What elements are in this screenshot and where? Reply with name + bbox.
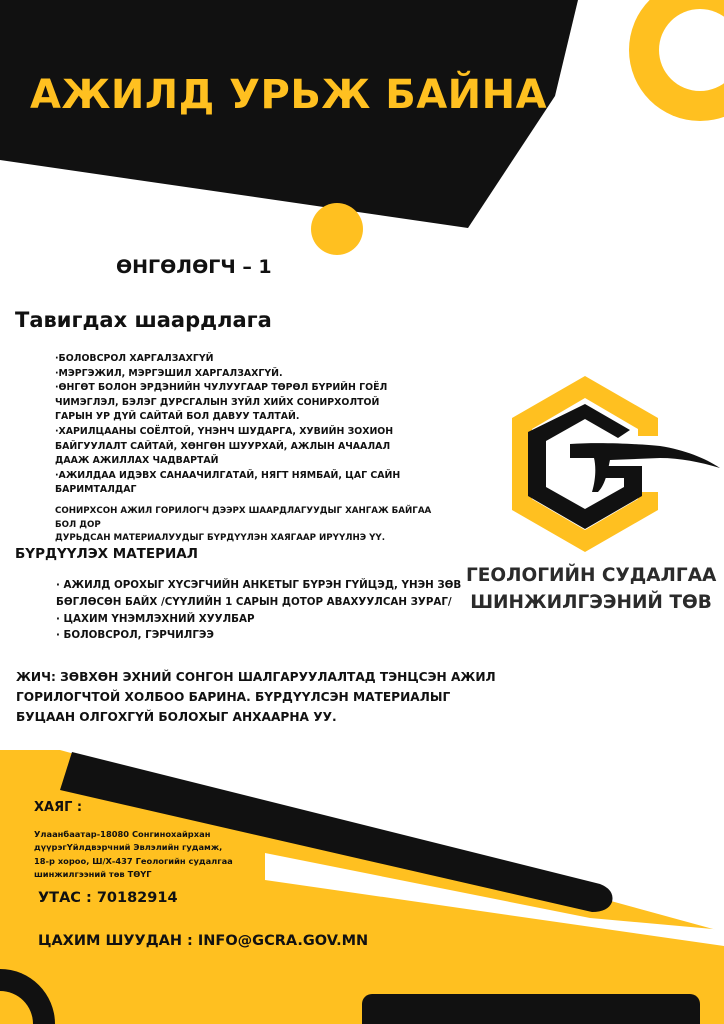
- materials-list: [56, 577, 462, 644]
- material-line: БӨГЛӨСӨН БАЙХ /СҮҮЛИЙН 1 САРЫН ДОТОР АВАХУУЛСАН ЗУРАГ/: [56, 595, 452, 608]
- requirement-line: БАРИМТАЛДАГ: [55, 484, 137, 496]
- requirements-note: [55, 505, 445, 546]
- materials-heading: БҮРДҮҮЛЭХ МАТЕРИАЛ: [15, 546, 198, 562]
- address-line: дүүрэгҮйлдвэрчний Эвлэлийн гудамж,: [34, 842, 223, 853]
- requirement-line: БАЙГУУЛАЛТ САЙТАЙ, ХӨНГӨН ШУУРХАЙ, АЖЛЫН АЧААЛАЛ: [55, 440, 391, 452]
- address-line: шинжилгээний төв ТӨҮГ: [34, 868, 152, 879]
- material-line: · БОЛОВСРОЛ, ГЭРЧИЛГЭЭ: [56, 629, 214, 642]
- material-line: · ЦАХИМ ҮНЭМЛЭХНИЙ ХУУЛБАР: [56, 612, 255, 625]
- requirement-line: ·БОЛОВСРОЛ ХАРГАЛЗАХГҮЙ: [55, 353, 214, 364]
- notice-line: БУЦААН ОЛГОХГҮЙ БОЛОХЫГ АНХААРНА УУ.: [16, 710, 337, 724]
- address-line: 18-р хороо, Ш/Х-437 Геологийн судалгаа: [34, 855, 233, 866]
- requirement-line: ·ӨНГӨТ БОЛОН ЭРДЭНИЙН ЧУЛУУГААР ТӨРӨЛ БҮРИЙН ГОЁЛ: [55, 382, 388, 394]
- requirements-list: [55, 352, 400, 498]
- address-heading: ХАЯГ :: [34, 800, 83, 815]
- requirements-note-line: СОНИРХСОН АЖИЛ ГОРИЛОГЧ ДЭЭРХ ШААРДЛАГУУДЫГ ХАНГАЖ БАЙГАА БОЛ ДОР: [55, 506, 432, 530]
- email-address: ЦАХИМ ШУУДАН : INFO@GCRA.GOV.MN: [38, 933, 369, 949]
- bottom-black-block: [362, 994, 700, 1024]
- notice-line: ГОРИЛОГЧТОЙ ХОЛБОО БАРИНА. БҮРДҮҮЛСЭН МАТЕРИАЛЫГ: [16, 690, 451, 704]
- g-hexagon-hammer-logo-icon: [510, 374, 724, 554]
- requirement-line: ·ХАРИЛЦААНЫ СОЁЛТОЙ, ҮНЭНЧ ШУДАРГА, ХУВИЙН ЗОХИОН: [55, 425, 394, 437]
- requirement-line: ГАРЫН УР ДҮЙ САЙТАЙ БОЛ ДАВУУ ТАЛТАЙ.: [55, 411, 300, 423]
- requirement-line: ДААЖ АЖИЛЛАХ ЧАДВАРТАЙ: [55, 455, 219, 467]
- organization-name-line: ШИНЖИЛГЭЭНИЙ ТӨВ: [470, 592, 712, 613]
- notice-line: ЖИЧ: ЗӨВХӨН ЭХНИЙ СОНГОН ШАЛГАРУУЛАЛТАД ТЭНЦСЭН АЖИЛ: [16, 670, 496, 684]
- page-title: АЖИЛД УРЬЖ БАЙНА: [30, 72, 548, 118]
- requirement-line: ·МЭРГЭЖИЛ, МЭРГЭШИЛ ХАРГАЛЗАХГҮЙ.: [55, 367, 283, 379]
- address-text: [34, 828, 264, 881]
- yellow-dot: [311, 203, 363, 255]
- requirements-heading: Тавигдах шаардлага: [15, 308, 272, 332]
- requirement-line: ·АЖИЛДАА ИДЭВХ САНААЧИЛГАТАЙ, НЯГТ НЯМБАЙ, ЦАГ САЙН: [55, 469, 401, 481]
- requirement-line: ЧИМЭГЛЭЛ, БЭЛЭГ ДУРСГАЛЫН ЗҮЙЛ ХИЙХ СОНИРХОЛТОЙ: [55, 396, 380, 408]
- material-line: · АЖИЛД ОРОХЫГ ХҮСЭГЧИЙН АНКЕТЫГ БҮРЭН ГҮЙЦЭД, ҮНЭН ЗӨВ: [56, 579, 462, 591]
- address-line: Улаанбаатар-18080 Сонгинохайрхан: [34, 829, 211, 839]
- organization-name: [466, 562, 716, 616]
- position-title: ӨНГӨЛӨГЧ – 1: [116, 256, 272, 278]
- notice-text: [16, 667, 496, 727]
- organization-name-line: ГЕОЛОГИЙН СУДАЛГАА: [466, 565, 717, 586]
- phone-number: УТАС : 70182914: [38, 890, 178, 906]
- requirements-note-line: ДУРЬДСАН МАТЕРИАЛУУДЫГ БҮРДҮҮЛЭН ХАЯГААР ИРҮҮЛНЭ ҮҮ.: [55, 533, 386, 543]
